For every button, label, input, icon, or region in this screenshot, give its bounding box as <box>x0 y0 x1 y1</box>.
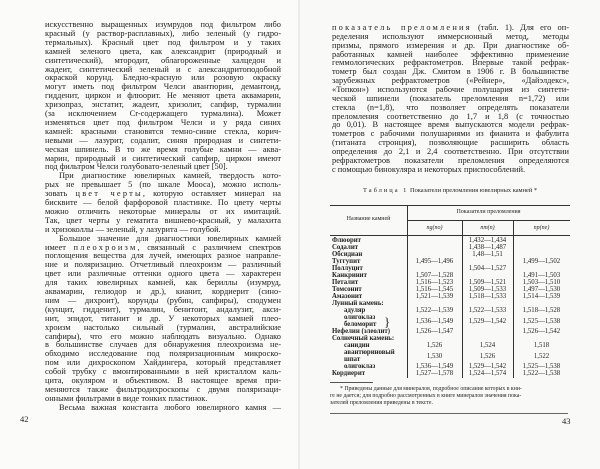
text-line: зарубежных рефрактометров («Рейнер», «Дайэлдекс», <box>332 76 569 86</box>
stone-name: олигоклаз <box>344 363 376 370</box>
text-line: аквамарин, гелиодор и др.), кианит, кордиерит (сино- <box>45 287 281 296</box>
text-line: ним — дихроит), корунды (рубин, сапфиры), сподумен <box>45 295 281 305</box>
refraction-value-nm <box>460 328 515 335</box>
text-line: Так, цвет черты у гематита вишнево-красный, у малахита <box>45 215 281 225</box>
column-header-nm: nm(n) <box>480 225 495 231</box>
stone-name: Канкринит <box>332 272 367 279</box>
text-line: ческая шпинель. В то же время голубые камни — аква- <box>45 144 281 154</box>
stone-name: Петалит <box>332 279 359 286</box>
refraction-value-nm: 1,529—1,542 <box>468 317 507 325</box>
refraction-value-ng <box>407 300 462 307</box>
refraction-value-nm <box>460 258 515 265</box>
refraction-value-np <box>513 237 570 244</box>
text-segment: , связанный с различием спектров <box>137 242 281 252</box>
text-line: стекла (n=1,8), что позволяет определять показатели <box>332 102 569 112</box>
text-line: обходимо исследование под поляризационным микроско- <box>45 349 281 359</box>
emphasized-term: показатель преломления <box>332 23 472 32</box>
text-line: под фильтром Челси голубовато-зеленый цвет [50]. <box>45 162 228 172</box>
refraction-value-np <box>513 300 570 307</box>
stone-name: авантюриновый <box>344 349 395 356</box>
refraction-value-ng: 1,495—1,496 <box>415 258 454 265</box>
text-line: нит, эпидот, титанит и др. У некоторых камней плео- <box>45 313 281 323</box>
refraction-value-np: 1,522—1,538 <box>522 370 561 377</box>
table-caption-title: Показатели преломления ювелирных камней * <box>409 187 538 194</box>
page-number-right: 43 <box>562 416 571 426</box>
refraction-value-np: 1,525—1,538 <box>522 317 561 325</box>
footnote-line: зателей преломления приведены в тексте. <box>330 400 433 406</box>
refraction-value-np: 1,499—1,502 <box>522 258 561 265</box>
table-header-rule <box>330 235 570 236</box>
table-top-rule <box>330 205 570 206</box>
text-line: изменяться цвет под фильтром Челси и у ряда синих <box>45 117 281 127</box>
text-line: пом или дихроскопом Хайдингера, который представляет <box>45 358 281 368</box>
stone-name: Солнечный камень: <box>332 335 395 342</box>
text-line: Большое значение для диагностики ювелирных камней <box>59 233 281 243</box>
refraction-value-np <box>513 251 570 258</box>
refraction-value-np <box>513 335 570 342</box>
text-line: хроизм настолько сильный (турмалин, австралийские <box>45 322 281 332</box>
stone-name: Содалит <box>332 244 359 251</box>
text-line: При диагностике ювелирных камней, твердость кото- <box>59 171 281 181</box>
text-line: сапфиры), что его можно наблюдать визуально. Однако <box>45 331 281 341</box>
refraction-value-ng: 1,530 <box>426 352 443 360</box>
text-line: ределения используют иммерсионный метод, методы <box>332 31 569 41</box>
text-line: ние и поляризацию. Отчетливый плеохроизм — различный <box>45 260 281 270</box>
text-line: определения до 2,1 и 2,4 соответственно. При отсутствии <box>332 146 569 156</box>
refraction-value-ng: 1,526 <box>426 342 443 349</box>
refraction-value-nm: 1,529—1,542 <box>468 363 507 370</box>
refraction-value-ng: 1,507—1,528 <box>415 272 454 279</box>
text-line: до 0,01). В настоящее время выпускаются модели рефрак- <box>332 120 569 130</box>
text-line: цита, окуляром и объективом. В настоящее время при- <box>45 376 281 385</box>
footnote-line: * Приведены данные для минералов, подробное описание которых в кни- <box>340 386 522 392</box>
text-line: цвет или различные оттенки одного цвета — характерен <box>45 269 281 279</box>
refraction-value-ng: 1,516—1,523 <box>415 279 454 286</box>
emphasized-term: плеохроизм <box>73 242 138 252</box>
refraction-value-np <box>513 265 570 272</box>
text-line: собой трубку с вмонтированными в ней кристаллом каль- <box>45 367 281 377</box>
refraction-value-nm: 1,509—1,521 <box>468 279 507 286</box>
text-line <box>332 23 569 32</box>
text-line: искусственно выращенных изумрудов под фильтром либо <box>45 20 281 29</box>
refraction-value-nm <box>460 335 515 342</box>
text-line: можно отличить некоторые минералы от их имитаций. <box>45 206 281 216</box>
refraction-value-ng: 1,527—1,578 <box>415 370 454 377</box>
text-line: могут иметь под фильтром Челси авантюрин, демантоид, <box>45 82 281 92</box>
text-segment: имеет <box>45 242 74 252</box>
text-line: (кунцит, гидденит), турмалин, бенитоит, андалузит, акси- <box>45 304 281 314</box>
text-line: работанных камней наиболее эффективно применение <box>332 49 569 59</box>
table-caption <box>363 187 537 194</box>
text-line: онными фильтрами в виде тонких пластинок. <box>45 393 208 403</box>
right-page <box>300 0 600 469</box>
text-line: ческой шпинели (показатель преломления n=1,72) или <box>332 93 569 103</box>
text-line: хризопраз, энстатит, жадеит, хризолит, сапфир, турмалин <box>45 100 281 110</box>
refraction-value-nm: 1,48—1,51 <box>472 251 503 258</box>
refraction-value-np <box>513 244 570 251</box>
stone-name: беломорит <box>344 321 377 328</box>
text-line: красный (у раствор-расплавных), либо зеленый (у гидро- <box>45 28 281 38</box>
text-line <box>45 189 281 198</box>
refraction-value-nm: 1,524 <box>479 342 496 349</box>
refraction-value-ng <box>407 265 462 272</box>
text-line: с помощью бинокуляра и некоторых приспособлений. <box>332 164 526 174</box>
text-line: поглощения вещества для лучей, имеющих разное направле- <box>45 251 281 261</box>
stone-name: олигоклаз <box>344 314 376 321</box>
footnote-line: ге не дается; для подробно рассмотренных в книге минералов значения пока- <box>330 393 522 399</box>
refraction-value-np: 1,514—1,539 <box>522 293 561 300</box>
text-line: жадеит, синтетический зеленый и с александритоподобной <box>45 64 281 74</box>
refraction-value-np: 1,518 <box>533 342 550 349</box>
text-line: для таких ювелирных камней, как бериллы (изумруд, <box>45 278 281 288</box>
column-header-ng: ng(no) <box>426 225 443 231</box>
stone-name: Кордиерит <box>332 370 366 377</box>
text-line: тометр был создан Дж. Смитом в 1906 г. В большинстве <box>332 67 569 77</box>
stone-name: санидин <box>344 342 370 349</box>
refraction-value-np: 1,518—1,528 <box>522 307 561 314</box>
refraction-value-nm: 1,518—1,533 <box>468 293 507 300</box>
stone-name: Флюорит <box>332 237 362 244</box>
text-line: призмы, прямого измерения и др. При диагностике об- <box>332 40 569 50</box>
text-line: Весьма важная константа любого ювелирного камня — <box>59 402 281 412</box>
text-line: невыми — лазурит, содалит, синяя природная и синтети- <box>45 135 281 145</box>
refraction-value-np: 1,522 <box>533 352 550 360</box>
text-line: синтетический), мтородит, облагороженные халцедон и <box>45 55 281 65</box>
stone-name: Томсонит <box>332 286 362 293</box>
text-line: окраской корунд. Бледно-красную или розовую окраску <box>45 73 281 83</box>
stone-name: Поллуцит <box>332 265 363 272</box>
text-segment: (табл. 1). Для его оп- <box>471 23 569 32</box>
table-group-rule <box>407 220 570 221</box>
stone-name: Туггупит <box>332 258 361 265</box>
text-line: гидденит, циркон и флюорит. Не меняют цвета аквамарин, <box>45 91 281 101</box>
refraction-value-nm: 1,526 <box>479 352 496 360</box>
text-line: (за исключением Cr-содержащего турмалина). Может <box>45 109 281 118</box>
refraction-value-ng <box>407 251 462 258</box>
stone-name: адуляр <box>344 307 366 314</box>
refraction-value-nm <box>460 272 515 279</box>
text-line: камней зеленого цвета, как александрит (природный и <box>45 46 281 56</box>
page-bottom-rule <box>330 413 568 414</box>
text-line: (титаната стронция), позволяющие расширить область <box>332 138 569 148</box>
refraction-value-nm: 1,432—1,434 <box>468 237 507 244</box>
refraction-value-nm: 1,509—1,533 <box>468 286 507 293</box>
refraction-value-np: 1,491—1,503 <box>522 272 561 279</box>
refraction-value-ng: 1,536—1,549 <box>415 317 454 325</box>
column-header-name: Название камней <box>346 216 391 222</box>
column-header-np: np(ne) <box>533 225 550 231</box>
refraction-value-ng <box>407 335 462 342</box>
text-line: в большинстве случаев для обнаружения плеохроизма не- <box>45 340 281 350</box>
text-line: марин, природный и синтетический сапфир, циркон имеют <box>45 153 281 163</box>
text-line: преломления соответственно до 1,7 и 1,8 (с точностью <box>332 111 569 121</box>
stone-name: Обсидиан <box>332 251 363 258</box>
stone-name: Амазонит <box>332 293 363 300</box>
stone-name: шпат <box>344 356 361 363</box>
refraction-value-ng: 1,521—1,539 <box>415 293 454 300</box>
refraction-value-ng: 1,526—1,547 <box>415 328 454 335</box>
text-line: геммологических рефрактометров. Впервые такой рефрак- <box>332 58 569 68</box>
refraction-value-ng <box>407 244 462 251</box>
column-group-header: Показатели преломления <box>456 209 521 215</box>
footnote-rule <box>330 382 373 383</box>
refraction-value-np: 1,526—1,542 <box>522 328 561 335</box>
refraction-value-nm <box>460 300 515 307</box>
refraction-value-nm: 1,438—1,487 <box>468 244 507 251</box>
refraction-value-ng: 1,516—1,545 <box>415 286 454 293</box>
refraction-value-nm: 1,524—1,574 <box>468 370 507 377</box>
page-number-left: 42 <box>20 414 29 424</box>
text-segment: , которую оставляет минерал на <box>142 189 281 199</box>
stone-name: Лунный камень: <box>332 300 384 307</box>
brace-icon: } <box>384 313 391 329</box>
text-line: «Топкон») используются рабочие полушария из синтети- <box>332 84 569 94</box>
refraction-value-np: 1,497—1,530 <box>522 286 561 293</box>
text-line: камней: красными становятся темно-синие стекла, корич- <box>45 126 281 136</box>
text-line: тометров с рабочими полушариями из фианита и фабулита <box>332 129 569 139</box>
text-line: рых не превышает 5 (по шкале Мооса), можно исполь- <box>45 180 281 190</box>
refraction-value-nm: 1,504—1,527 <box>468 265 507 272</box>
refraction-value-np: 1,503—1,510 <box>522 279 561 286</box>
emphasized-term: цвет черты <box>75 189 143 199</box>
text-segment: зовать <box>45 189 76 199</box>
stone-name: Нефелин (элеолит) <box>332 328 390 335</box>
table-caption-label: Таблица 1 <box>363 187 409 194</box>
refraction-value-nm: 1,522—1,533 <box>468 307 507 314</box>
refraction-value-np: 1,525—1,538 <box>522 363 561 370</box>
refraction-value-ng <box>407 237 462 244</box>
text-line: рефрактометров показатели преломления определяются <box>332 155 569 165</box>
text-line: меняются также фильтродихроскопы с двумя поляризаци- <box>45 384 281 394</box>
refraction-value-ng: 1,522—1,539 <box>415 307 454 314</box>
text-line: термальных). Красный цвет под фильтром и у таких <box>45 37 281 47</box>
text-line: и хризоколлы — зеленый, у лазурита — голубой. <box>45 224 221 234</box>
refraction-value-ng: 1,536—1,549 <box>415 363 454 370</box>
text-line: бисквите — белой фарфоровой пластинке. По цвету черты <box>45 198 281 207</box>
text-line <box>45 243 281 252</box>
